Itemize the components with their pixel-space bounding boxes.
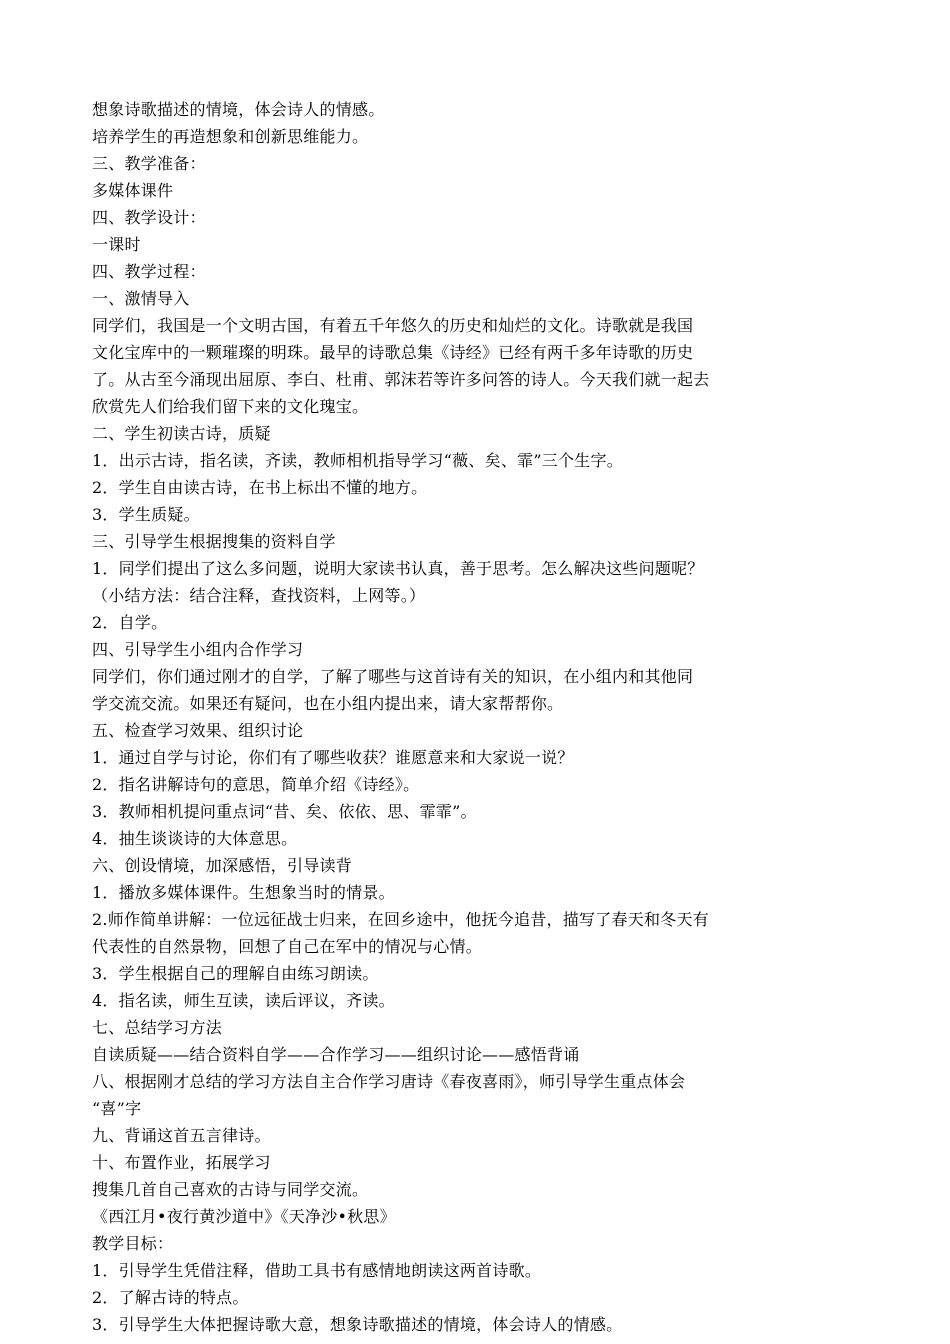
- list-item: 1．播放多媒体课件。生想象当时的情景。: [92, 883, 395, 902]
- list-item: 2．自学。: [92, 613, 168, 632]
- list-item: 1．通过自学与讨论，你们有了哪些收获？谁愿意来和大家说一说？: [92, 748, 574, 767]
- lesson-title: 《西江月•夜行黄沙道中》《天净沙•秋思》: [92, 1207, 396, 1226]
- section-heading: 四、教学过程：: [92, 262, 206, 281]
- list-item: 3．学生根据自己的理解自由练习朗读。: [92, 964, 379, 983]
- list-item: 1．引导学生凭借注释，借助工具书有感情地朗读这两首诗歌。: [92, 1261, 542, 1280]
- text-line: 同学们，我国是一个文明古国，有着五千年悠久的历史和灿烂的文化。诗歌就是我国: [92, 316, 694, 335]
- text-line: 了。从古至今涌现出屈原、李白、杜甫、郭沫若等许多问答的诗人。今天我们就一起去: [92, 370, 710, 389]
- list-item: 3．教师相机提问重点词“昔、矣、依依、思、霏霏”。: [92, 802, 477, 821]
- text-line: 想象诗歌描述的情境，体会诗人的情感。: [92, 100, 385, 119]
- step-heading: 五、检查学习效果、组织讨论: [92, 721, 304, 740]
- section-heading: 教学目标：: [92, 1234, 174, 1253]
- step-heading: 十、布置作业，拓展学习: [92, 1153, 271, 1172]
- step-heading: 八、根据刚才总结的学习方法自主合作学习唐诗《春夜喜雨》，师引导学生重点体会: [92, 1072, 686, 1091]
- list-item: 3．引导学生大体把握诗歌大意，想象诗歌描述的情境，体会诗人的情感。: [92, 1315, 623, 1334]
- document-page: [92, 96, 812, 1338]
- text-line: 欣赏先人们给我们留下来的文化瑰宝。: [92, 397, 369, 416]
- text-line: 代表性的自然景物，回想了自己在军中的情况与心情。: [92, 937, 483, 956]
- step-heading: 六、创设情境，加深感悟，引导读背: [92, 856, 353, 875]
- section-heading: 四、教学设计：: [92, 208, 206, 227]
- list-item: 2．了解古诗的特点。: [92, 1288, 249, 1307]
- step-heading: 三、引导学生根据搜集的资料自学: [92, 532, 336, 551]
- list-item: 1．出示古诗，指名读，齐读，教师相机指导学习“薇、矣、霏”三个生字。: [92, 451, 624, 470]
- step-heading: 九、背诵这首五言律诗。: [92, 1126, 271, 1145]
- text-line: 搜集几首自己喜欢的古诗与同学交流。: [92, 1180, 369, 1199]
- text-line: 多媒体课件: [92, 181, 174, 200]
- list-item: 1．同学们提出了这么多问题，说明大家读书认真，善于思考。怎么解决这些问题呢？: [92, 559, 704, 578]
- step-heading: 四、引导学生小组内合作学习: [92, 640, 304, 659]
- text-line: 一课时: [92, 235, 141, 254]
- text-line: “喜”字: [92, 1099, 142, 1118]
- section-heading: 三、教学准备：: [92, 154, 206, 173]
- step-heading: 七、总结学习方法: [92, 1018, 223, 1037]
- step-heading: 二、学生初读古诗，质疑: [92, 424, 271, 443]
- text-line: 文化宝库中的一颗璀璨的明珠。最早的诗歌总集《诗经》已经有两千多年诗歌的历史: [92, 343, 694, 362]
- list-item: 4．指名读，师生互读，读后评议，齐读。: [92, 991, 395, 1010]
- list-item: 2．学生自由读古诗，在书上标出不懂的地方。: [92, 478, 428, 497]
- list-item: 4．抽生谈谈诗的大体意思。: [92, 829, 298, 848]
- text-line: （小结方法：结合注释，查找资料，上网等。）: [92, 586, 426, 605]
- text-line: 培养学生的再造想象和创新思维能力。: [92, 127, 369, 146]
- text-line: 同学们，你们通过刚才的自学，了解了哪些与这首诗有关的知识，在小组内和其他同: [92, 667, 694, 686]
- text-line: 学交流交流。如果还有疑问，也在小组内提出来，请大家帮帮你。: [92, 694, 564, 713]
- text-line: 自读质疑——结合资料自学——合作学习——组织讨论——感悟背诵: [92, 1045, 580, 1064]
- list-item: 3．学生质疑。: [92, 505, 200, 524]
- list-item: 2．指名讲解诗句的意思，简单介绍《诗经》。: [92, 775, 420, 794]
- list-item: 2.师作简单讲解：一位远征战士归来，在回乡途中，他抚今追昔，描写了春天和冬天有: [92, 910, 710, 929]
- step-heading: 一、激情导入: [92, 289, 190, 308]
